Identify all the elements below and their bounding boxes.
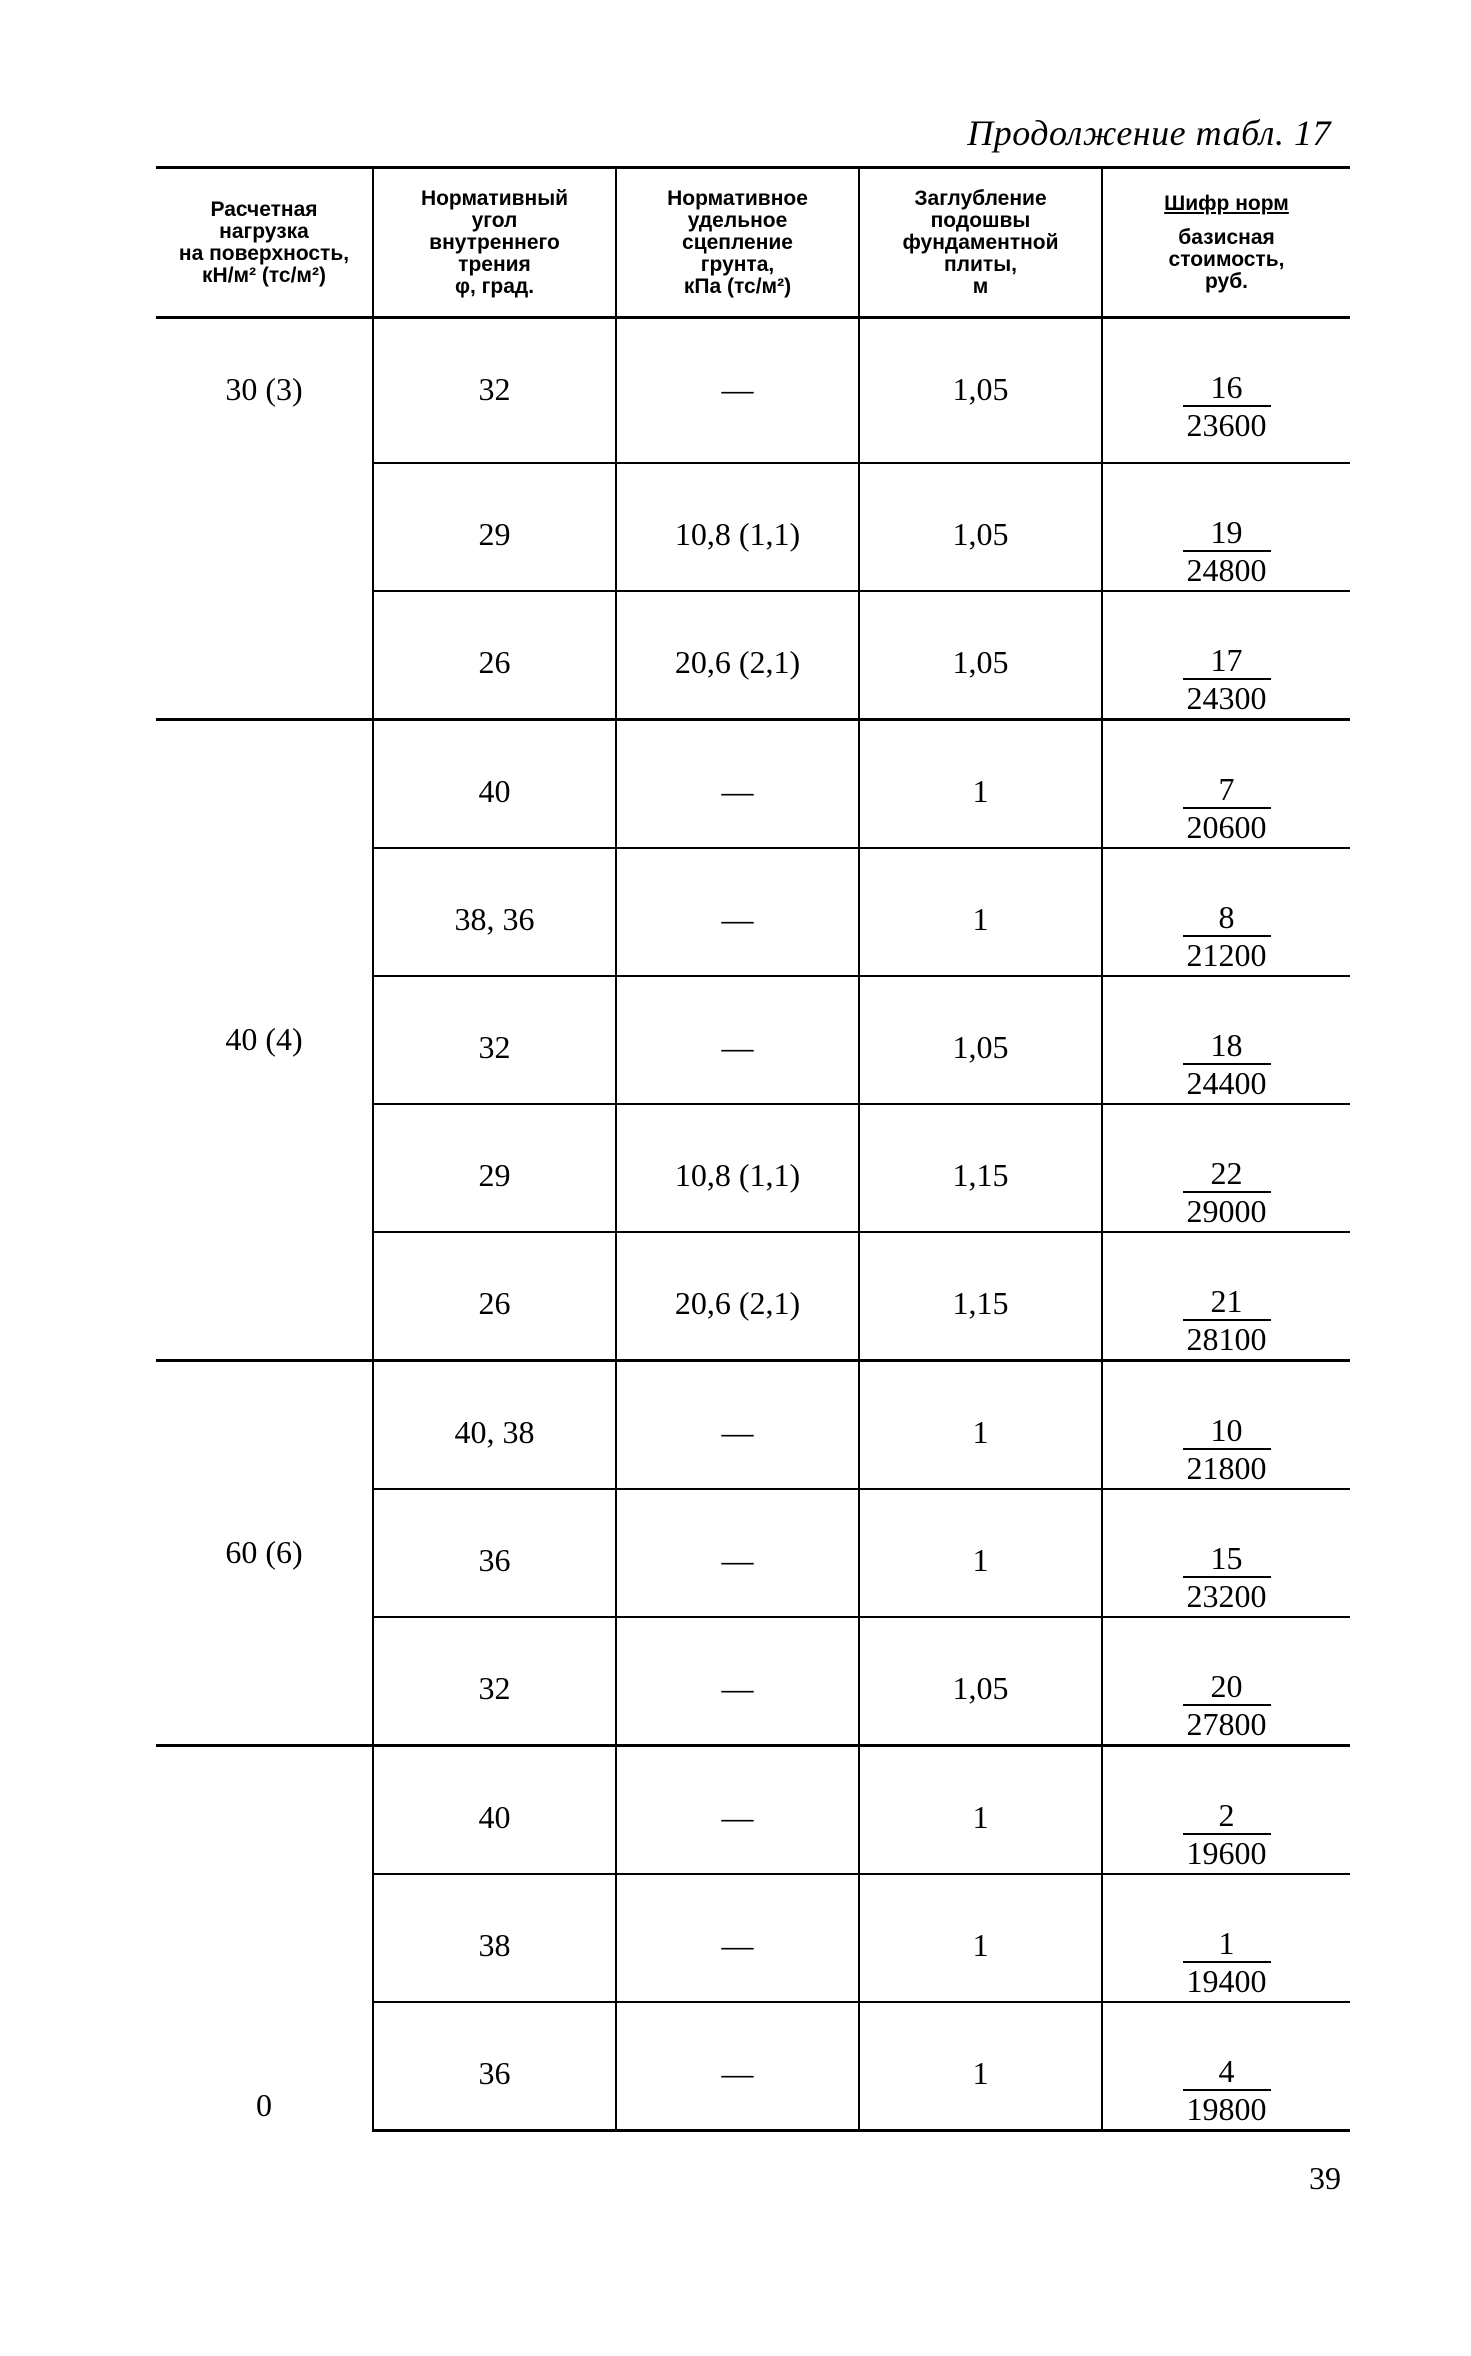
cohesion-cell: — bbox=[616, 719, 859, 848]
norm-code: 7 bbox=[1183, 773, 1271, 809]
base-cost: 24300 bbox=[1186, 679, 1267, 716]
base-cost: 29000 bbox=[1186, 1192, 1267, 1229]
depth-cell: 1 bbox=[859, 1489, 1102, 1617]
base-cost: 21200 bbox=[1186, 936, 1267, 973]
angle-cell: 38, 36 bbox=[373, 848, 616, 976]
depth-cell: 1 bbox=[859, 848, 1102, 976]
base-cost: 23600 bbox=[1186, 407, 1267, 443]
code-cost-cell bbox=[1102, 1874, 1350, 2002]
angle-cell: 40 bbox=[373, 719, 616, 848]
cohesion-cell: 10,8 (1,1) bbox=[616, 1104, 859, 1232]
angle-cell: 36 bbox=[373, 1489, 616, 1617]
table-row bbox=[156, 719, 1350, 848]
depth-cell: 1,15 bbox=[859, 1232, 1102, 1361]
header-angle: Нормативный угол внутреннего трения φ, град. bbox=[373, 168, 616, 318]
depth-cell: 1 bbox=[859, 1745, 1102, 1874]
norm-code: 17 bbox=[1183, 644, 1271, 680]
cohesion-cell: — bbox=[616, 1489, 859, 1617]
cohesion-cell: — bbox=[616, 1745, 859, 1874]
depth-cell: 1 bbox=[859, 1360, 1102, 1489]
code-cost-cell bbox=[1102, 1617, 1350, 1746]
angle-cell: 26 bbox=[373, 591, 616, 720]
angle-cell: 38 bbox=[373, 1874, 616, 2002]
norm-code: 15 bbox=[1183, 1542, 1271, 1578]
norm-code: 4 bbox=[1183, 2055, 1271, 2091]
load-cell: 0 bbox=[256, 2087, 272, 2123]
depth-cell: 1 bbox=[859, 1874, 1102, 2002]
load-cell: 30 (3) bbox=[156, 318, 373, 720]
norm-code: 2 bbox=[1183, 1799, 1271, 1835]
depth-cell: 1,05 bbox=[859, 1617, 1102, 1746]
table-row bbox=[156, 1745, 1350, 1874]
code-cost-cell bbox=[1102, 1745, 1350, 1874]
page-number: 39 bbox=[1309, 2160, 1341, 2196]
norm-code: 16 bbox=[1183, 371, 1271, 407]
depth-cell: 1 bbox=[859, 2002, 1102, 2131]
angle-cell: 36 bbox=[373, 2002, 616, 2131]
angle-cell: 40, 38 bbox=[373, 1360, 616, 1489]
cohesion-cell: — bbox=[616, 848, 859, 976]
depth-cell: 1 bbox=[859, 719, 1102, 848]
angle-cell: 29 bbox=[373, 1104, 616, 1232]
cohesion-cell: — bbox=[616, 2002, 859, 2131]
cohesion-cell: 20,6 (2,1) bbox=[616, 591, 859, 720]
base-cost: 20600 bbox=[1186, 808, 1267, 845]
base-cost: 23200 bbox=[1186, 1577, 1267, 1614]
depth-cell: 1,05 bbox=[859, 463, 1102, 591]
code-cost-cell bbox=[1102, 318, 1350, 463]
angle-cell: 32 bbox=[373, 976, 616, 1104]
norm-code: 21 bbox=[1183, 1285, 1271, 1321]
cohesion-cell: — bbox=[616, 976, 859, 1104]
code-cost-cell bbox=[1102, 1104, 1350, 1232]
header-code-cost: Шифр норм базисная стоимость, руб. bbox=[1102, 168, 1350, 318]
norm-code: 20 bbox=[1183, 1670, 1271, 1706]
cohesion-cell: — bbox=[616, 318, 859, 463]
code-cost-cell bbox=[1102, 848, 1350, 976]
base-cost: 28100 bbox=[1186, 1320, 1267, 1357]
code-cost-cell bbox=[1102, 1489, 1350, 1617]
header-cohesion: Нормативное удельное сцепление грунта, кПа (тс/м²) bbox=[616, 168, 859, 318]
base-cost: 19800 bbox=[1186, 2090, 1267, 2127]
cohesion-cell: — bbox=[616, 1617, 859, 1746]
cohesion-cell: 10,8 (1,1) bbox=[616, 463, 859, 591]
code-cost-cell bbox=[1102, 591, 1350, 720]
depth-cell: 1,05 bbox=[859, 976, 1102, 1104]
base-cost: 19400 bbox=[1186, 1962, 1267, 1999]
code-cost-cell bbox=[1102, 1360, 1350, 1489]
angle-cell: 32 bbox=[373, 318, 616, 463]
norm-code: 10 bbox=[1183, 1414, 1271, 1450]
code-cost-cell bbox=[1102, 719, 1350, 848]
header-depth: Заглубление подошвы фундаментной плиты, м bbox=[859, 168, 1102, 318]
depth-cell: 1,05 bbox=[859, 591, 1102, 720]
norm-code: 1 bbox=[1183, 1927, 1271, 1963]
norm-code: 19 bbox=[1183, 516, 1271, 552]
code-cost-cell bbox=[1102, 1232, 1350, 1361]
code-cost-cell bbox=[1102, 976, 1350, 1104]
code-cost-cell bbox=[1102, 463, 1350, 591]
base-cost: 19600 bbox=[1186, 1834, 1267, 1871]
depth-cell: 1,15 bbox=[859, 1104, 1102, 1232]
header-load: Расчетная нагрузка на поверхность, кН/м² (тс/м²) bbox=[156, 168, 373, 318]
header-row bbox=[156, 168, 1350, 318]
base-cost: 24400 bbox=[1186, 1064, 1267, 1101]
norm-code: 8 bbox=[1183, 901, 1271, 937]
angle-cell: 29 bbox=[373, 463, 616, 591]
load-cell: 60 (6) bbox=[156, 1360, 373, 1745]
norm-code: 18 bbox=[1183, 1029, 1271, 1065]
angle-cell: 26 bbox=[373, 1232, 616, 1361]
table-row bbox=[156, 1360, 1350, 1489]
angle-cell: 40 bbox=[373, 1745, 616, 1874]
norms-table bbox=[156, 166, 1350, 2132]
cohesion-cell: 20,6 (2,1) bbox=[616, 1232, 859, 1361]
load-cell: 40 (4) bbox=[156, 719, 373, 1360]
cohesion-cell: — bbox=[616, 1360, 859, 1489]
angle-cell: 32 bbox=[373, 1617, 616, 1746]
table-row bbox=[156, 318, 1350, 463]
code-cost-cell bbox=[1102, 2002, 1350, 2131]
base-cost: 27800 bbox=[1186, 1705, 1267, 1742]
base-cost: 21800 bbox=[1186, 1449, 1267, 1486]
cohesion-cell: — bbox=[616, 1874, 859, 2002]
depth-cell: 1,05 bbox=[859, 318, 1102, 463]
base-cost: 24800 bbox=[1186, 551, 1267, 588]
norm-code: 22 bbox=[1183, 1157, 1271, 1193]
table-caption: Продолжение табл. 17 bbox=[967, 113, 1331, 153]
